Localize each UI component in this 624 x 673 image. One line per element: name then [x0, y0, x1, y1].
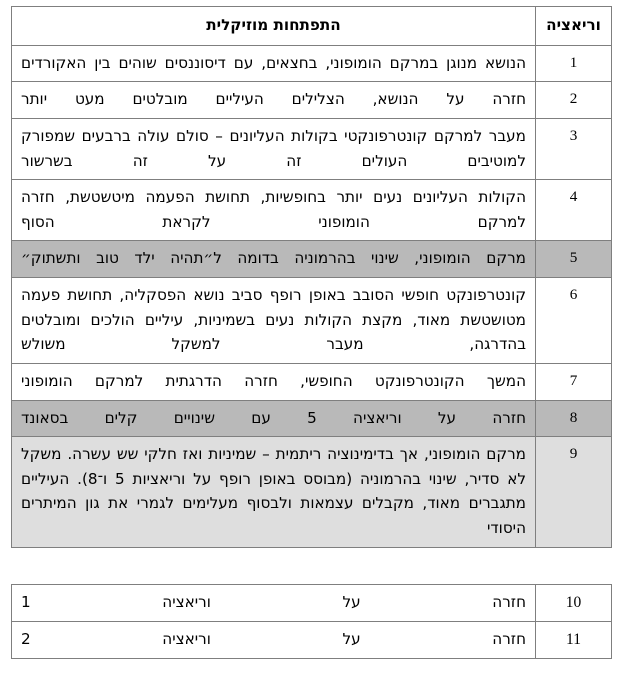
- variations-tail-table: [11, 584, 612, 659]
- table-row: [12, 400, 612, 437]
- table-row: [12, 584, 612, 621]
- variation-description: מרקם הומופוני, אך בדימינוציה ריתמית – שמיניות ואז חלקי שש עשרה. משקל לא סדיר, שינוי בהרמוניה (מבוסס באופן רופף על וריאציות 5 ו־8). העיליים מתגברים מאוד, מקבלים עצמאות ולבסוף מעלימים לגמרי את גון המיתרים היסודי: [12, 437, 536, 548]
- variation-description: קונטרפונקט חופשי הסובב באופן רופף סביב נושא הפסקליה, תחושת פעמה מטושטשת מאוד, מקצת הקולות נעים בשמיניות, עיליים הולכים ומובלטים בהדרגה, מעבר למשקל משולש: [12, 278, 536, 364]
- variation-description: חזרה על הנושא, הצלילים העיליים מובלטים מעט יותר: [12, 82, 536, 119]
- variation-number: 2: [536, 82, 612, 119]
- tail-table-body: [12, 584, 612, 658]
- variation-number: 10: [536, 584, 612, 621]
- variation-number: 3: [536, 118, 612, 179]
- variation-description: חזרה על וריאציה 1: [12, 584, 536, 621]
- column-header-development: התפתחות מוזיקלית: [12, 7, 536, 46]
- variation-number: 9: [536, 437, 612, 548]
- variation-description: מרקם הומופוני, שינוי בהרמוניה בדומה ל״תהיה ילד טוב ותשתוק״: [12, 241, 536, 278]
- table-row: [12, 118, 612, 179]
- variation-number: 11: [536, 621, 612, 658]
- header-row: [12, 7, 612, 46]
- variation-number: 5: [536, 241, 612, 278]
- column-header-variation: וריאציה: [536, 7, 612, 46]
- variation-description: מעבר למרקם קונטרפונקטי בקולות העליונים – סולם עולה ברבעים שמפורק למוטיבים העולים זה על זה בשרשור: [12, 118, 536, 179]
- table-row: [12, 180, 612, 241]
- variation-number: 8: [536, 400, 612, 437]
- variation-description: הקולות העליונים נעים יותר בחופשיות, תחושת הפעמה מיטשטשת, חזרה למרקם הומופוני לקראת הסוף: [12, 180, 536, 241]
- variation-number: 6: [536, 278, 612, 364]
- variation-number: 7: [536, 363, 612, 400]
- table-row: [12, 82, 612, 119]
- variation-number: 1: [536, 45, 612, 82]
- table-header: [12, 7, 612, 46]
- variation-description: חזרה על וריאציה 5 עם שינויים קלים בסאונד: [12, 400, 536, 437]
- variation-description: הנושא מנוגן במרקם הומופוני, בחצאים, עם דיסוננסים שוהים בין האקורדים: [12, 45, 536, 82]
- table-row: [12, 241, 612, 278]
- table-row: [12, 621, 612, 658]
- table-row: [12, 437, 612, 548]
- table-row: [12, 363, 612, 400]
- table-row: [12, 45, 612, 82]
- variation-description: חזרה על וריאציה 2: [12, 621, 536, 658]
- table-separator-gap: [12, 548, 612, 584]
- variation-description: המשך הקונטרפונקט החופשי, חזרה הדרגתית למרקם הומופוני: [12, 363, 536, 400]
- table-row: [12, 278, 612, 364]
- variation-number: 4: [536, 180, 612, 241]
- table-body: [12, 45, 612, 547]
- variations-table: [11, 6, 612, 548]
